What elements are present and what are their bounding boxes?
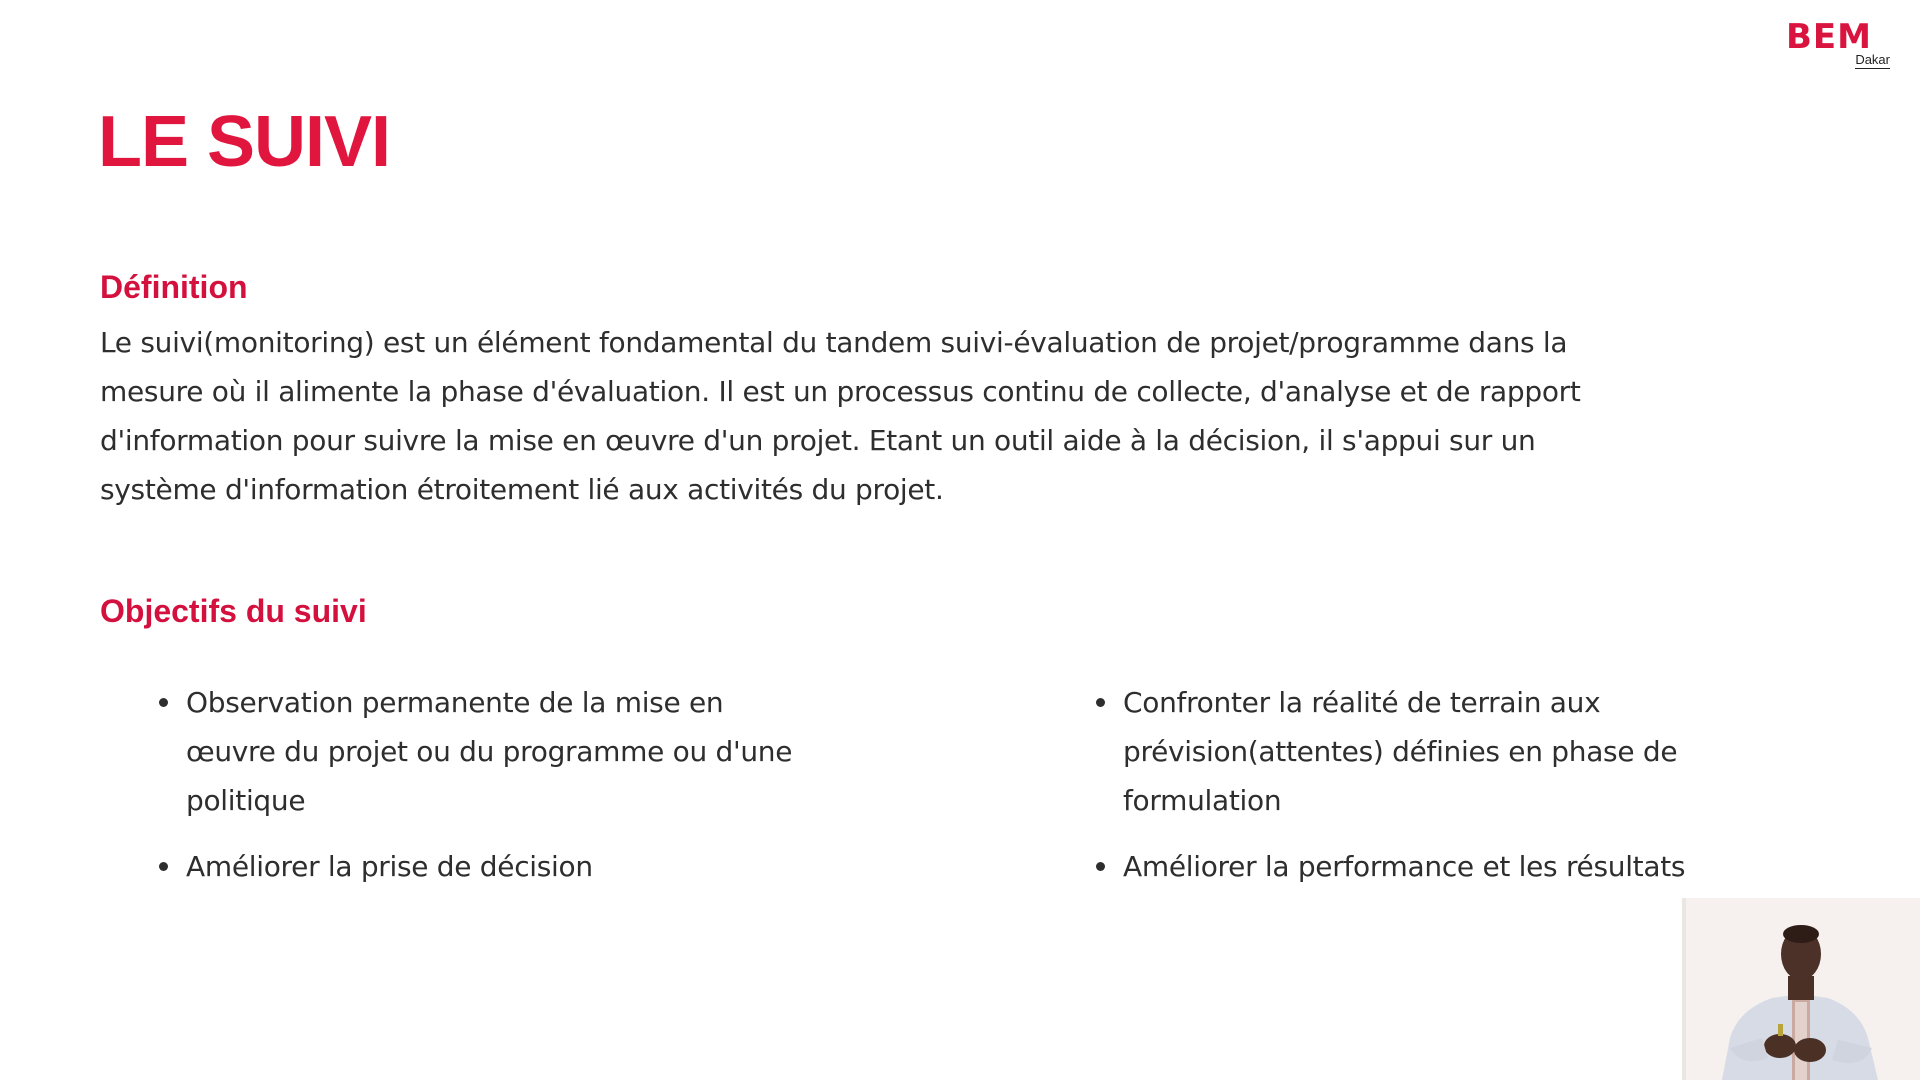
objectives-list-right [1093,678,1813,908]
objectives-heading: Objectifs du suivi [100,593,367,629]
logo-subtitle: Dakar [1855,52,1890,67]
objective-line: prévision(attentes) définies en phase de [1123,735,1678,768]
bem-dakar-logo [1786,17,1892,72]
objective-line: œuvre du projet ou du programme ou d'une [186,735,793,768]
presenter-video-icon [1682,898,1920,1080]
bullet-icon [159,862,168,871]
objectives-list-left [156,678,916,908]
logo-brand: BEM [1786,17,1872,57]
definition-line: système d'information étroitement lié aux activités du projet. [100,473,944,506]
objective-item [1093,678,1813,825]
slide-title: LE SUIVI [98,102,391,182]
definition-paragraph [100,318,1800,514]
objective-item [156,842,916,891]
bullet-icon [1096,698,1105,707]
bullet-icon [159,698,168,707]
definition-line: d'information pour suivre la mise en œuvre d'un projet. Etant un outil aide à la décision, il s'appui sur un [100,424,1536,457]
bullet-icon [1096,862,1105,871]
definition-line: mesure où il alimente la phase d'évaluation. Il est un processus continu de collecte, d'analyse et de rapport [100,375,1581,408]
objective-item [1093,842,1813,891]
objective-line: politique [186,784,306,817]
definition-heading: Définition [100,269,248,305]
definition-line: Le suivi(monitoring) est un élément fondamental du tandem suivi-évaluation de projet/programme dans la [100,326,1568,359]
objective-line: Améliorer la prise de décision [186,850,593,883]
presenter-video-overlay [1682,898,1920,1080]
objective-line: Observation permanente de la mise en [186,686,724,719]
objective-line: Confronter la réalité de terrain aux [1123,686,1601,719]
objective-line: formulation [1123,784,1282,817]
objective-item [156,678,916,825]
objective-line: Améliorer la performance et les résultats [1123,850,1686,883]
